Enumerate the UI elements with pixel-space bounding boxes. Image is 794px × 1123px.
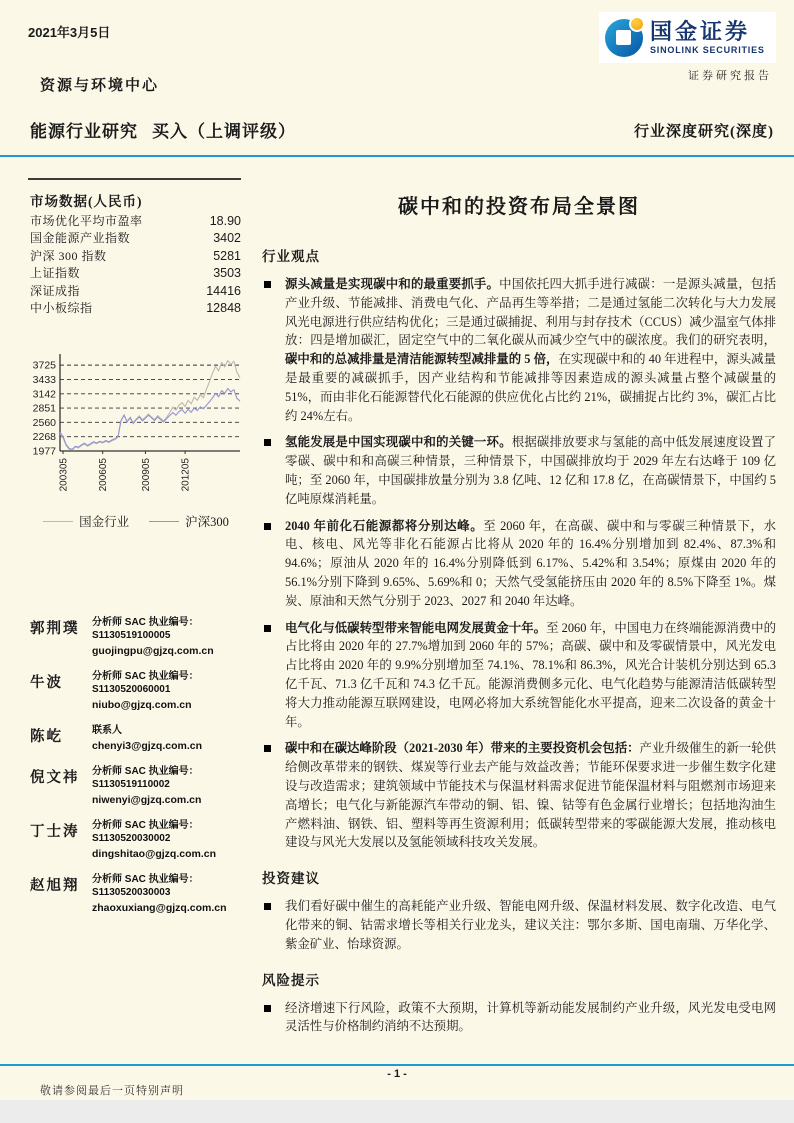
analyst-list [30,616,248,927]
bullet-square-icon [264,439,271,446]
analyst-email: chenyi3@gjzq.com.cn [92,740,203,752]
analyst-name: 倪文祎 [30,770,80,786]
legend-line-swatch [43,521,73,522]
bullet-text: 2040 年前化石能源都将分别达峰。至 2060 年，在高碳、碳中和与零碳三种情景下，水电、核电、风光等非化石能源占比将从 2020 年的 16.4%分别增加到 82.4%、87.3%和 94.6%；原油从 2020 年的 16.4%分别降低到 6.17%、5.42%和 3.54%；原煤由 2020 年的 56.1%分别下降到 9.65%、5.69%和 0；天然气受氢能挤压由 2020 年的 8.5%下降至 1%。煤炭、原油和天然气分别于 2023、2027 和 2040 年达峰。 [285,518,776,608]
market-data-row [30,247,241,264]
bullet-square-icon [264,1005,271,1012]
analyst-email: niwenyi@gjzq.com.cn [92,794,202,806]
analyst-details [92,616,248,658]
market-data-label: 国金能源产业指数 [30,231,131,246]
bullet-item [262,739,776,852]
industry-rating-line [30,117,296,142]
analyst-name: 牛波 [30,675,63,691]
page-edge [0,1100,794,1123]
y-axis-tick-label: 2851 [32,402,56,415]
market-data-row [30,299,241,316]
analyst-role: 分析师 SAC 执业编号：S1130519110002 [92,766,199,790]
y-axis-tick-label: 3142 [32,388,56,401]
page-number: - 1 - [387,1068,407,1080]
investment-bullets [262,897,776,953]
analyst-details [92,670,248,712]
brand-tagline: 证券研究报告 [688,70,772,82]
analyst-role: 联系人 [92,725,122,736]
analyst-name: 郭荆璞 [30,621,80,637]
market-data-label: 上证指数 [30,266,81,281]
rating-label: 买入（上调评级） [152,122,296,141]
x-axis-tick-label: 200305 [58,458,70,492]
market-data-value: 18.90 [209,214,241,228]
market-data-value: 12848 [206,300,241,315]
analyst-role: 分析师 SAC 执业编号：S1130520030003 [92,874,199,898]
market-data-value: 14416 [206,283,241,298]
y-axis-tick-label: 3725 [32,359,56,372]
market-data-value: 3503 [213,266,241,281]
y-axis-tick-label: 2560 [32,416,56,429]
bullet-item [262,999,776,1037]
x-axis-tick-label: 200605 [98,458,110,492]
bullet-text: 我们看好碳中催生的高耗能产业升级、智能电网升级、保温材料发展、数字化改造、电气化带来的铜、钴需求增长等相关行业龙头，建议关注：鄂尔多斯、国电南瑞、万华化学、紫金矿业、怡球资源。 [285,899,776,951]
legend-item [43,512,129,530]
analyst-role: 分析师 SAC 执业编号：S1130519100005 [92,617,199,641]
market-data-top-rule [28,178,241,180]
series-line-国金行业 [60,361,240,451]
series-line-沪深300 [60,389,240,450]
footer-divider [0,1064,794,1066]
industry-view-bullets [262,275,776,852]
bullet-text: 源头减量是实现碳中和的最重要抓手。中国依托四大抓手进行减碳：一是源头减量，包括产业升级、节能减排、消费电气化、产品再生等举措；二是通过氢能二次转化与大力发展风光电源进行供应结构优化；三是通过碳捕捉、利用与封存技术（CCUS）减少温室气体排放：四是增加碳汇，固定空气中的二氧化碳从而减少空气中的碳浓度。我们的研究表明，碳中和的总减排量是清洁能源转型减排量的 5 倍，在实现碳中和的 40 年进程中，源头减量是最重要的减碳抓手，因产业结构和节能减排等因素造成的源头减量占整个减碳量的 51%，而由非化石能源替代化石能源的供应优化占比约 21%，碳捕捉占比约 3%，碳汇占比约 24%左右。 [285,277,777,423]
legend-item [149,512,229,530]
analyst-email: dingshitao@gjzq.com.cn [92,848,216,860]
x-axis-tick-label: 201205 [180,458,192,492]
market-data-value: 3402 [213,231,241,246]
header-divider [0,155,794,157]
risk-bullets [262,999,776,1037]
analyst-item [30,765,248,807]
analyst-email: zhaoxuxiang@gjzq.com.cn [92,902,227,914]
bullet-square-icon [264,523,271,530]
market-data-row [30,264,241,281]
market-data-label: 中小板综指 [30,300,93,315]
analyst-item [30,724,248,753]
bullet-item [262,897,776,953]
bullet-text: 电气化与低碳转型带来智能电网发展黄金十年。至 2060 年，中国电力在终端能源消费中的占比将由 2020 年的 27.7%增加到 2060 年的 57%；高碳、碳中和及零碳情景中，风光发电占比将由 2020 年的 9.9%分别增加至 74.1%、78.1%和 86.3%，风光合计装机分别达到 65.3 亿千瓦、71.3 亿千瓦和 74.3 亿千瓦。能源消费侧多元化、电气化趋势与能源清洁低碳转型将大力推动能源互联网建设，电网必将加大系统智能化水平提高，迎来二次设备的黄金十年。 [285,620,777,729]
market-data-label: 深证成指 [30,283,81,298]
bullet-square-icon [264,625,271,632]
analyst-details [92,873,248,915]
analyst-details [92,765,248,807]
x-axis-tick-label: 200905 [140,458,152,492]
analyst-name: 陈屹 [30,729,63,745]
sinolink-logo [599,12,776,63]
bullet-item [262,619,776,732]
analyst-item [30,616,248,658]
logo-square-hole [616,30,631,45]
section-heading-industry-view: 行业观点 [262,249,320,264]
performance-chart [30,348,246,500]
y-axis-tick-label: 1977 [32,445,56,458]
brand-name-cn: 国金证券 [650,18,751,44]
market-data-label: 市场优化平均市盈率 [30,214,143,228]
industry-name: 能源行业研究 [30,122,138,141]
market-data-value: 5281 [213,248,241,263]
report-type-label: 行业深度研究(深度) [634,124,774,140]
bullet-text: 经济增速下行风险，政策不大预期，计算机等新动能发展制约产业升级，风光发电受电网灵活性与价格制约消纳不达预期。 [285,1000,776,1034]
analyst-email: niubo@gjzq.com.cn [92,699,192,711]
legend-line-swatch [149,521,179,522]
brand-name-en: SINOLINK SECURITIES [650,44,765,55]
bullet-item [262,433,776,508]
sinolink-logo-icon [605,19,643,57]
section-heading-investment: 投资建议 [262,871,320,887]
bullet-item [262,517,776,611]
analyst-details [92,819,248,861]
bullet-square-icon [264,281,271,288]
analyst-name: 丁士涛 [30,824,80,840]
analyst-item [30,819,248,861]
bullet-square-icon [264,745,271,752]
bullet-square-icon [264,903,271,910]
analyst-item [30,873,248,915]
chart-legend [30,512,242,530]
analyst-details [92,724,248,753]
legend-label: 沪深300 [185,515,229,529]
analyst-name: 赵旭翔 [30,878,80,894]
bullet-text: 氢能发展是中国实现碳中和的关键一环。根据碳排放要求与氢能的高中低发展速度设置了零碳、碳中和和高碳三种情景，三种情景下，中国碳排放均于 2029 年左右达峰于 109 亿吨；至 2060 年，中国碳排放量分别为 3.8 亿吨、12 亿和 17.8 亿，在高碳情景下，中国约 5 亿吨原煤消耗量。 [285,435,777,506]
market-data-table [30,212,241,316]
legend-label: 国金行业 [79,515,130,529]
report-date: 2021年3月5日 [28,25,111,40]
logo-text [650,18,765,55]
market-data-row [30,212,241,229]
analyst-email: guojingpu@gjzq.com.cn [92,645,214,657]
research-center-name: 资源与环境中心 [40,78,160,94]
y-axis-tick-label: 2268 [32,431,56,444]
footer-disclaimer: 敬请参阅最后一页特别声明 [40,1085,184,1097]
market-data-row [30,229,241,246]
analyst-role: 分析师 SAC 执业编号：S1130520030002 [92,820,199,844]
market-data-row [30,282,241,299]
analyst-item [30,670,248,712]
analyst-role: 分析师 SAC 执业编号：S1130520060001 [92,671,199,695]
market-data-label: 沪深 300 指数 [30,248,107,263]
page-title: 碳中和的投资布局全景图 [398,196,640,218]
bullet-text: 碳中和在碳达峰阶段（2021-2030 年）带来的主要投资机会包括：产业升级催生的新一轮供给侧改革带来的钢铁、煤炭等行业去产能与效益改善；节能环保要求进一步催生数字化建设与改造需求；建筑领域中节能技术与保温材料需求促进节能保温材料与阻燃剂市场迎来高增长；电气化与新能源汽车带动的铜、铝、镍、钴等有色金属行业增长；包括地沟油生产燃料油、钢铁、铝、塑料等再生资源利用；低碳转型带来的零碳能源大发展，推动核电建设与风光大发展以及氢能领域科技攻关发展。 [285,741,776,850]
main-column [262,190,776,1044]
market-data-title: 市场数据(人民币) [30,194,143,209]
performance-chart-svg [30,348,246,500]
bullet-item [262,275,776,425]
y-axis-tick-label: 3433 [32,373,56,386]
section-heading-risk: 风险提示 [262,972,320,988]
logo-gold-ball-icon [629,16,645,32]
